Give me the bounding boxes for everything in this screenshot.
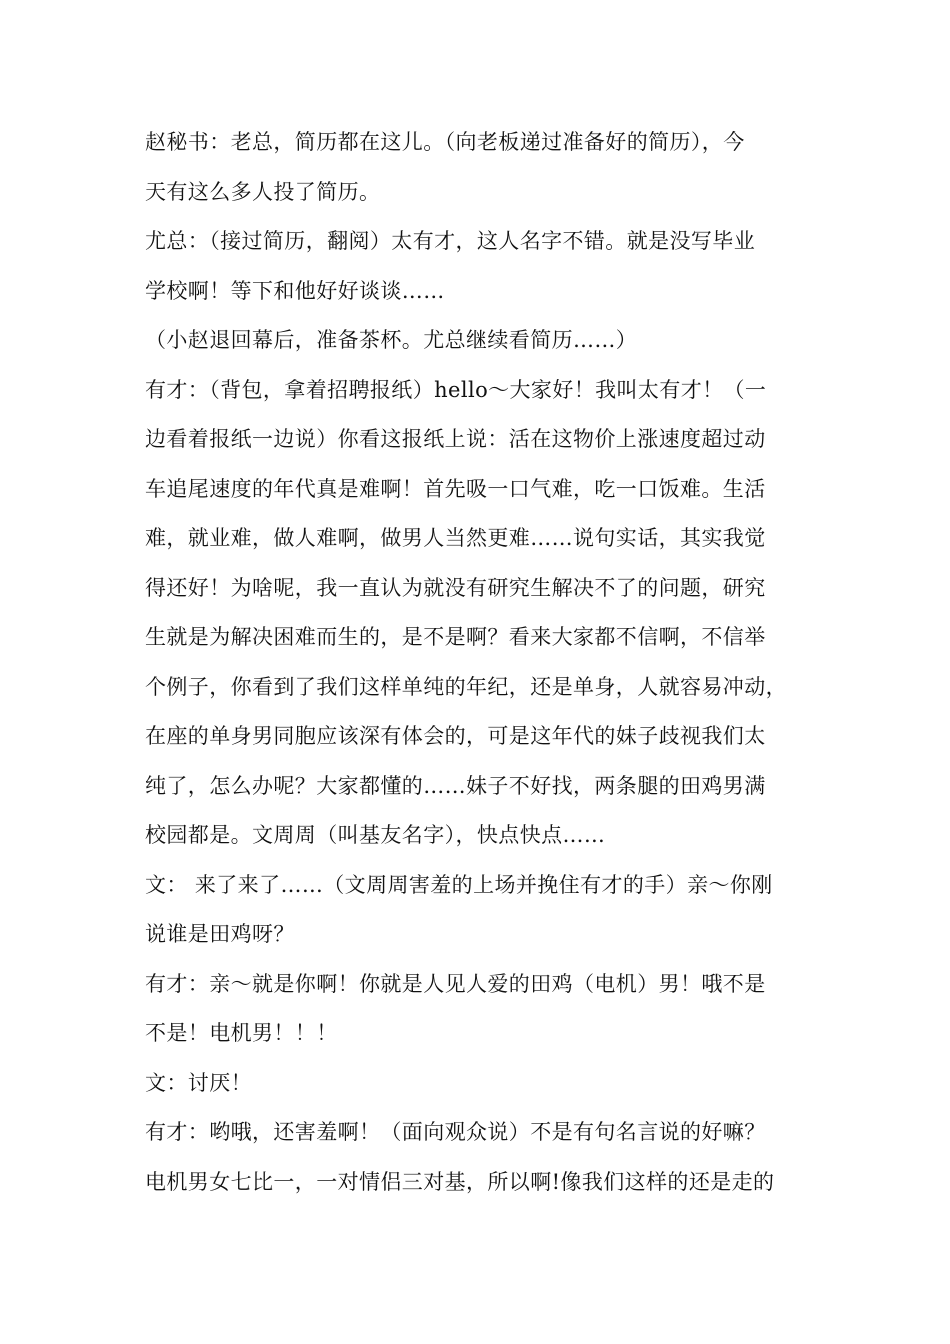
text-line-10: 得还好！为啥呢，我一直认为就没有研究生解决不了的问题，研究 <box>145 575 766 600</box>
text-line-4: 学校啊！等下和他好好谈谈…… <box>145 278 445 303</box>
text-line-9: 难，就业难，做人难啊，做男人当然更难……说句实话，其实我觉 <box>145 526 766 550</box>
text-line-3: 尤总：（接过简历，翻阅）太有才，这人名字不错。就是没写毕业 <box>145 229 756 253</box>
text-line-16: 文： 来了来了……（文周周害羞的上场并挽住有才的手）亲～你刚 <box>145 872 773 897</box>
text-line-17: 说谁是田鸡呀？ <box>145 922 295 946</box>
text-line-12: 个例子，你看到了我们这样单纯的年纪，还是单身，人就容易冲动， <box>145 674 787 699</box>
text-line-8: 车追尾速度的年代真是难啊！首先吸一口气难，吃一口饭难。生活 <box>145 476 766 501</box>
text-line-5: （小赵退回幕后，准备茶杯。尤总继续看简历……） <box>145 328 638 352</box>
text-line-14: 纯了，怎么办呢？大家都懂的……妹子不好找，两条腿的田鸡男满 <box>145 773 766 798</box>
text-line-20: 文：讨厌！ <box>145 1070 252 1095</box>
text-line-6: 有才：（背包，拿着招聘报纸）hello～大家好！我叫太有才！（一 <box>145 377 767 402</box>
text-line-1: 赵秘书：老总，简历都在这儿。（向老板递过准备好的简历），今 <box>145 130 745 154</box>
text-line-21: 有才：哟哦，还害羞啊！（面向观众说）不是有句名言说的好嘛？ <box>145 1120 766 1144</box>
text-line-18: 有才：亲～就是你啊！你就是人见人爱的田鸡（电机）男！哦不是 <box>145 971 766 996</box>
text-line-7: 边看着报纸一边说）你看这报纸上说：活在这物价上涨速度超过动 <box>145 427 766 451</box>
text-line-13: 在座的单身男同胞应该深有体会的，可是这年代的妹子歧视我们太 <box>145 724 766 748</box>
text-line-2: 天有这么多人投了简历。 <box>145 179 381 204</box>
text-line-11: 生就是为解决困难而生的，是不是啊？看来大家都不信啊，不信举 <box>145 625 766 649</box>
text-line-22: 电机男女七比一，一对情侣三对基，所以啊!像我们这样的还是走的 <box>145 1169 775 1194</box>
text-line-15: 校园都是。文周周（叫基友名字），快点快点…… <box>145 823 606 847</box>
text-line-19: 不是！电机男！！！ <box>145 1021 338 1045</box>
script-text <box>145 118 810 1207</box>
